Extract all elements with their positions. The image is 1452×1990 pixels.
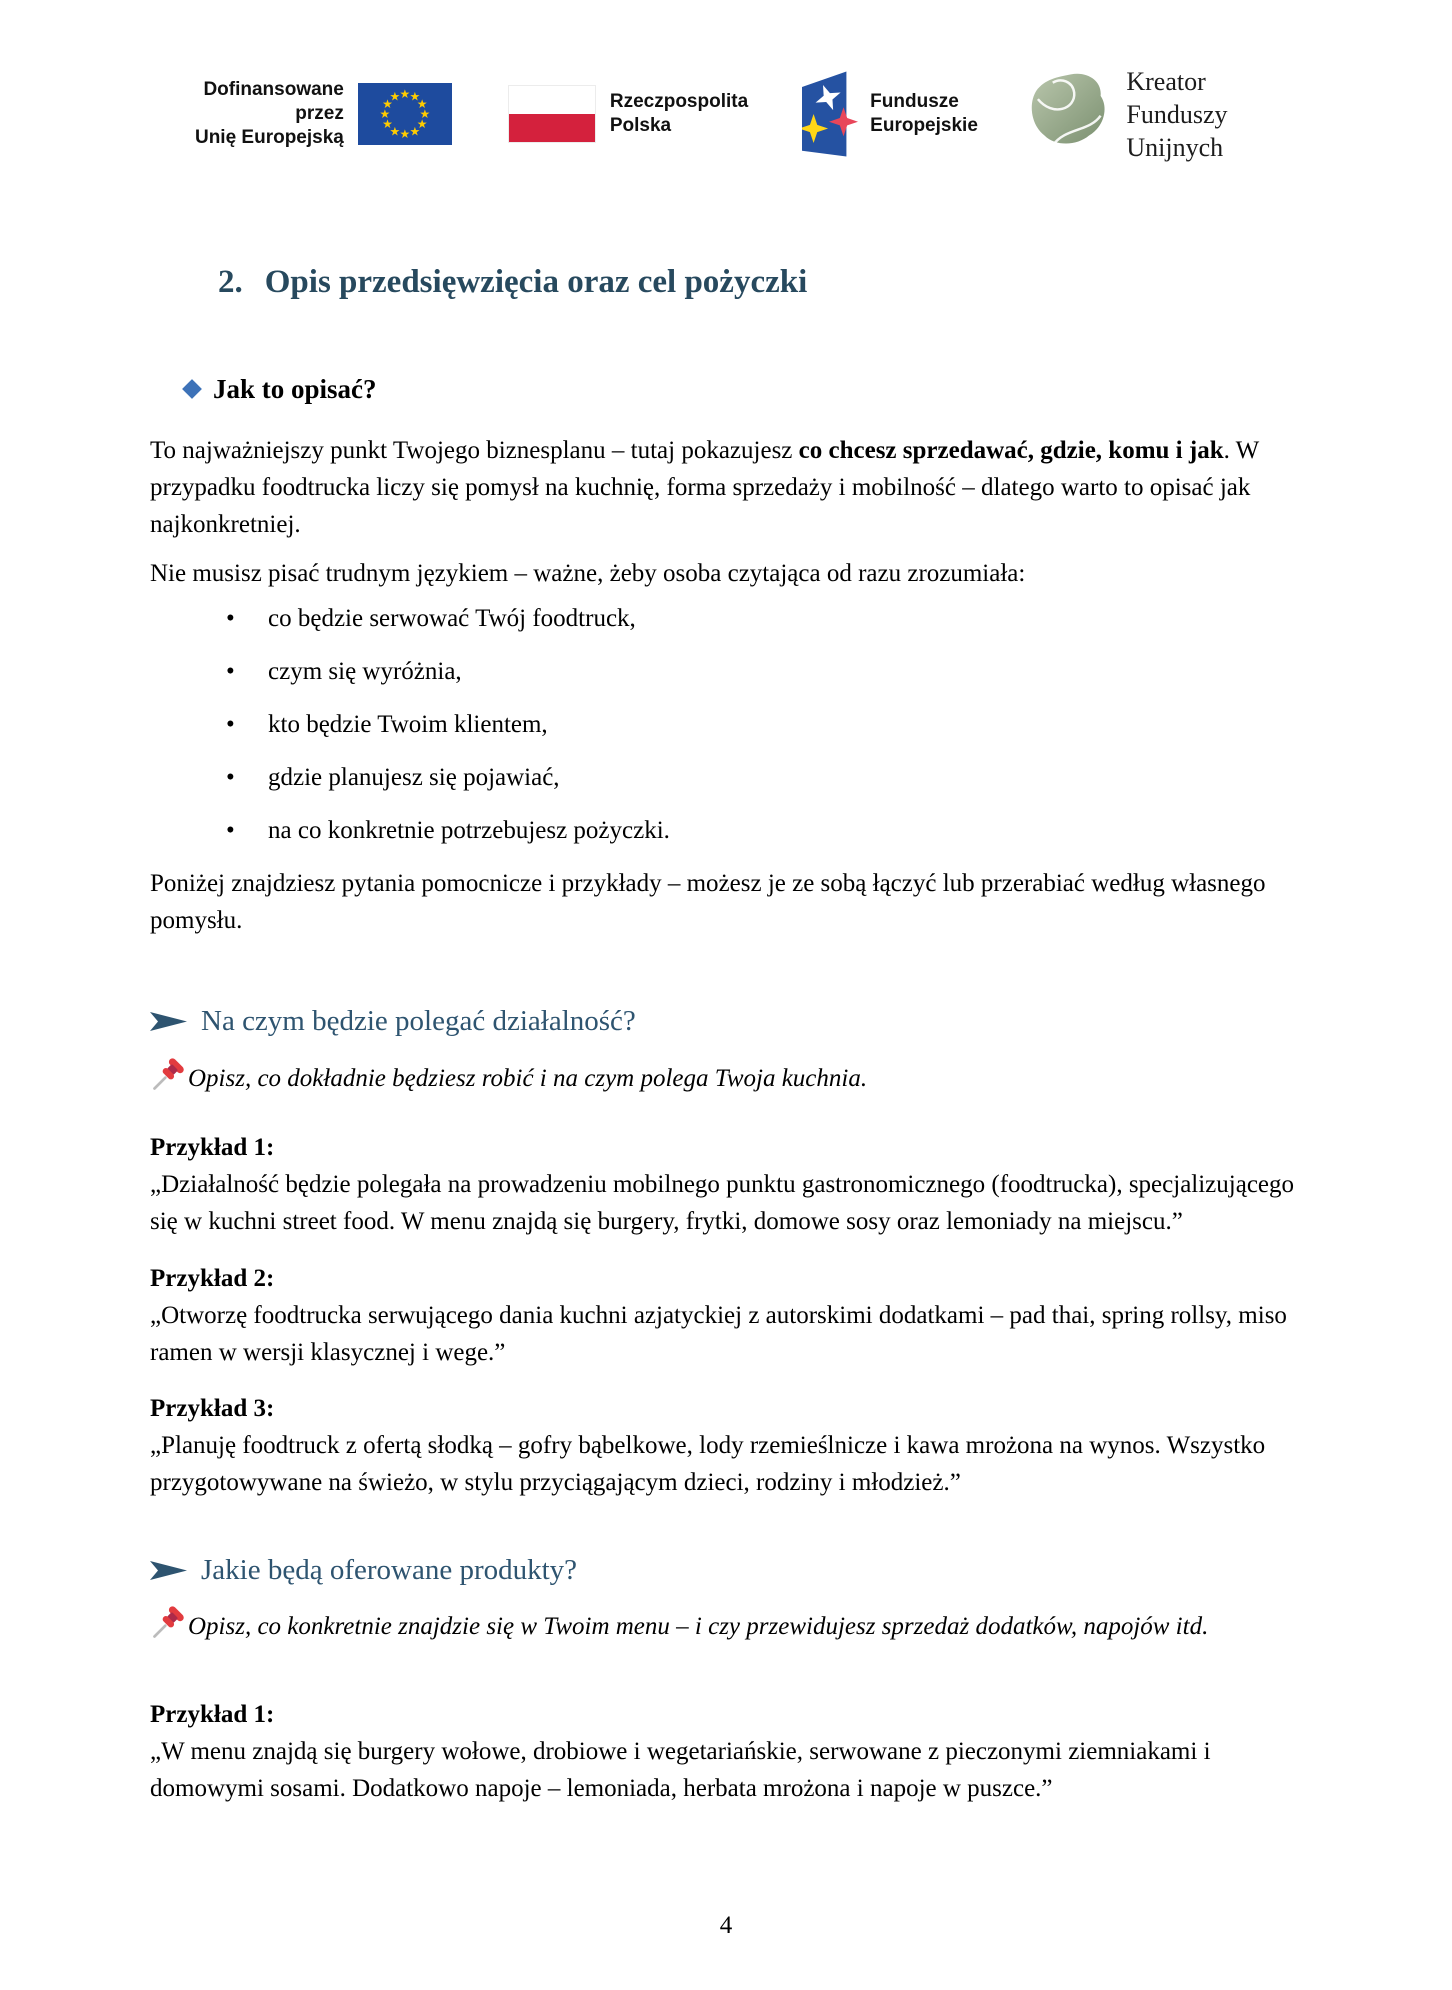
example-text: „Działalność będzie polegała na prowadzeniu mobilnego punktu gastronomicznego (foodtrucka), specjalizującego się w kuchni street food. W menu znajdą się burgery, frytki, domowe sosy oraz lemoniady na miejscu.” (150, 1171, 1295, 1235)
intro-paragraph-2: Nie musisz pisać trudnym językiem – ważne, żeby osoba czytająca od razu zrozumiała: (150, 560, 1026, 587)
european-funds-icon (802, 70, 858, 158)
eu-funding-label-line1: Dofinansowane przez (203, 79, 344, 124)
intro-paragraph-3: Poniżej znajdziesz pytania pomocnicze i przykłady – możesz je ze sobą łączyć lub przerabiać według własnego pomysłu. (150, 870, 1266, 934)
example-label: Przykład 2: (150, 1265, 275, 1292)
poland-label-line2: Polska (609, 115, 672, 136)
example-block (150, 1129, 1302, 1240)
section-heading-products-text: Jakie będą oferowane produkty? (201, 1554, 578, 1586)
example-label: Przykład 1: (150, 1701, 275, 1728)
kreator-label (1126, 65, 1302, 164)
intro-bullet-list (150, 600, 1302, 849)
kreator-icon (1028, 64, 1110, 164)
example-text: „Otworzę foodtrucka serwującego dania kuchni azjatyckiej z autorskimi dodatkami – pad thai, spring rollsy, miso ramen w wersji klasycznej i wege.” (150, 1302, 1287, 1366)
pushpin-icon (150, 1605, 186, 1652)
example-text: „Planuję foodtruck z ofertą słodką – gofry bąbelkowe, lody rzemieślnicze i kawa mrożona na wynos. Wszystko przygotowywane na świeżo, w stylu przyciągającym dzieci, rodziny i młodzież.” (150, 1432, 1266, 1496)
european-funds-label-line1: Fundusze (870, 91, 959, 112)
eu-funding-label-line2: Unię Europejską (194, 127, 344, 148)
example-text: „W menu znajdą się burgery wołowe, drobiowe i wegetariańskie, serwowane z pieczonymi ziemniakami i domowymi sosami. Dodatkowo napoje – lemoniada, herbata mrożona i napoje w puszce.” (150, 1738, 1211, 1802)
section-heading-activity (150, 1003, 1302, 1039)
page-title-text: Opis przedsięwzięcia oraz cel pożyczki (264, 264, 808, 300)
arrow-icon (150, 1010, 187, 1033)
poland-logo (508, 85, 748, 143)
list-item: • kto będzie Twoim klientem, (150, 706, 1302, 743)
list-item: • na co konkretnie potrzebujesz pożyczki. (150, 812, 1302, 849)
section-heading-products (150, 1552, 1302, 1588)
european-funds-label-line2: Europejskie (870, 115, 978, 136)
how-to-describe-heading-text: Jak to opisać? (213, 374, 377, 404)
arrow-icon (150, 1559, 187, 1582)
section-heading-activity-text: Na czym będzie polegać działalność? (201, 1005, 636, 1037)
kreator-label-line1: Kreator (1126, 66, 1206, 96)
eu-funding-logo (190, 78, 452, 150)
european-funds-logo (802, 70, 978, 158)
eu-funding-label (190, 78, 344, 150)
intro-paragraph-1-normal: To najważniejszy punkt Twojego biznesplanu – tutaj pokazujesz (150, 437, 799, 464)
example-label: Przykład 3: (150, 1395, 275, 1422)
diamond-icon (182, 379, 202, 399)
kreator-logo (1028, 64, 1302, 164)
intro-paragraph-1-rest: . W przypadku foodtrucka liczy się pomysł na kuchnię, forma sprzedaży i mobilność – dlatego warto to opisać jak najkonkretniej. (150, 437, 1259, 538)
poland-label (610, 90, 748, 138)
page-number: 4 (719, 1912, 733, 1939)
intro-paragraph-1-bold: co chcesz sprzedawać, gdzie, komu i jak (798, 437, 1224, 464)
european-funds-label (870, 90, 978, 138)
how-to-describe-heading (185, 372, 1302, 406)
hint-products (150, 1605, 1302, 1652)
hint-activity-text: Opisz, co dokładnie będziesz robić i na czym polega Twoja kuchnia. (188, 1065, 868, 1092)
list-item: • co będzie serwować Twój foodtruck, (150, 600, 1302, 637)
example-block (150, 1696, 1302, 1807)
hint-activity (150, 1057, 1302, 1104)
poland-flag-icon (508, 85, 596, 143)
kreator-label-line2: Funduszy Unijnych (1126, 99, 1228, 162)
logo-strip (190, 58, 1302, 170)
page-title (218, 262, 1302, 302)
list-item: • czym się wyróżnia, (150, 653, 1302, 690)
example-label: Przykład 1: (150, 1134, 275, 1161)
poland-label-line1: Rzeczpospolita (609, 91, 749, 112)
intro-paragraph-1 (150, 432, 1302, 543)
pushpin-icon (150, 1057, 186, 1104)
page-title-number: 2. (218, 264, 243, 300)
hint-products-text: Opisz, co konkretnie znajdzie się w Twoim menu – i czy przewidujesz sprzedaż dodatków, napojów itd. (188, 1613, 1209, 1640)
list-item: • gdzie planujesz się pojawiać, (150, 759, 1302, 796)
eu-flag-icon: ★ ★ ★ ★ ★ ★ ★ ★ ★ ★ ★ ★ (358, 83, 452, 145)
example-block (150, 1390, 1302, 1501)
example-block (150, 1260, 1302, 1371)
